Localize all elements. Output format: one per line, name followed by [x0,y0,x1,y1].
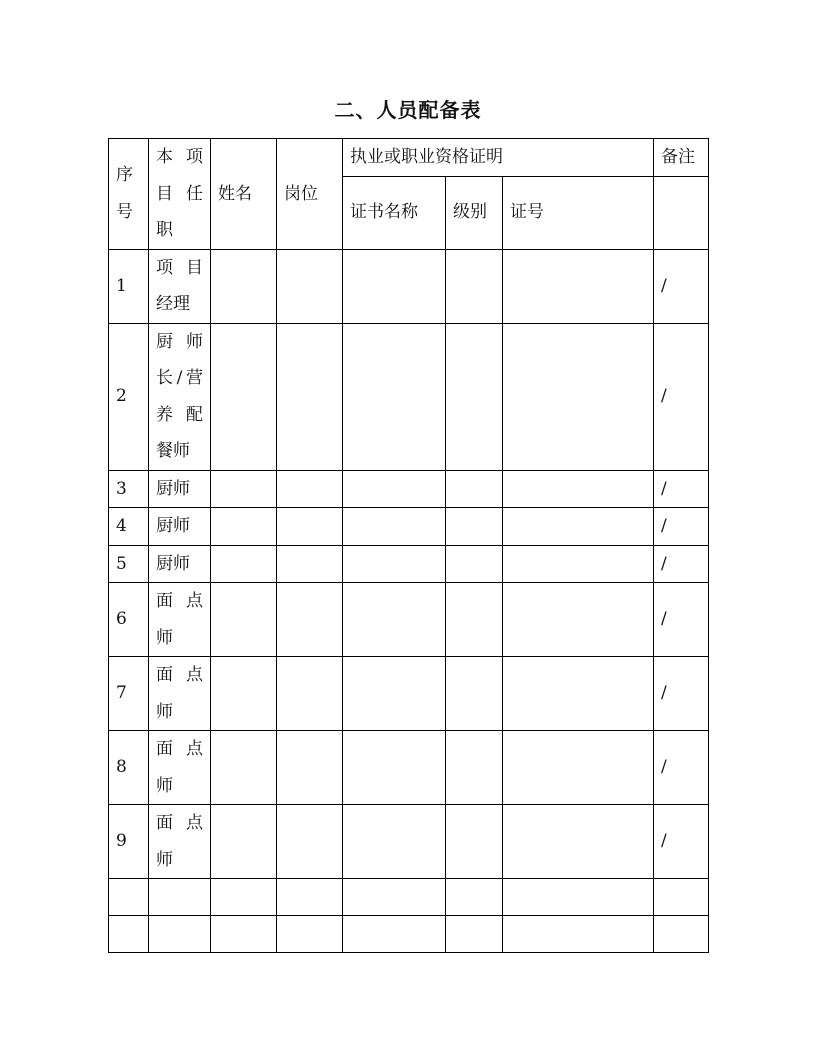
table-row [109,545,709,583]
position-cell [277,916,343,953]
name-cell [211,805,277,879]
table-row [109,508,709,546]
remark-cell: / [654,583,709,657]
seq-cell: 1 [109,249,149,323]
seq-cell: 8 [109,731,149,805]
role-text-line [156,212,203,249]
name-cell [211,583,277,657]
role-text-part: 面 [156,739,173,759]
position-cell [277,470,343,508]
cert-no-cell [503,805,654,879]
role-text-part: 点 [186,591,203,611]
role-text-part: / [176,368,183,388]
role-text-part: 项 [156,257,173,278]
role-text-part: 点 [186,665,203,685]
cert-level-cell [446,508,503,546]
table-row [109,805,709,879]
role-text-line [156,620,203,657]
table-row [109,470,709,508]
position-cell [277,249,343,323]
seq-cell: 9 [109,805,149,879]
header-cert-name: 证书名称 [343,176,446,249]
staffing-table [108,138,709,953]
remark-cell: / [654,470,709,508]
header-position: 岗位 [277,139,343,250]
name-cell [211,249,277,323]
header-name: 姓名 [211,139,277,250]
header-seq-line: 号 [116,201,133,222]
cert-no-cell [503,657,654,731]
cert-no-cell [503,731,654,805]
role-cell [149,470,211,508]
header-remark-sub [654,176,709,249]
cert-no-cell [503,879,654,916]
role-text-part: 师 [156,627,173,648]
role-text-line [156,176,203,213]
position-cell [277,583,343,657]
role-cell [149,657,211,731]
role-text-part: 本 [156,147,173,167]
name-cell [211,508,277,546]
role-text-line [156,583,203,620]
cert-level-cell [446,731,503,805]
cert-no-cell [503,545,654,583]
role-text-part: 点 [186,813,203,833]
position-cell [277,805,343,879]
role-text-part: 目 [186,257,203,278]
name-cell [211,657,277,731]
page-title: 二、人员配备表 [334,98,482,122]
seq-cell: 2 [109,323,149,470]
role-text-part: 厨 [156,331,173,352]
cert-no-cell [503,508,654,546]
role-text-line [156,286,203,323]
remark-cell: / [654,545,709,583]
cert-level-cell [446,470,503,508]
cert-level-cell [446,249,503,323]
position-cell [277,545,343,583]
role-text-line [156,768,203,805]
cert-level-cell [446,916,503,953]
position-cell [277,323,343,470]
remark-cell: / [654,323,709,470]
cert-name-cell [343,657,446,731]
position-cell [277,879,343,916]
table-row [109,731,709,805]
name-cell [211,323,277,470]
role-text-part: 配 [186,404,203,425]
cert-no-cell [503,916,654,953]
cert-no-cell [503,470,654,508]
cert-level-cell [446,545,503,583]
table-row [109,323,709,470]
role-text-part: 长 [156,368,173,388]
cert-name-cell [343,323,446,470]
role-text-part: 经理 [156,294,190,314]
seq-cell: 6 [109,583,149,657]
role-text-line [156,250,203,287]
header-cert-no: 证号 [503,176,654,249]
name-cell [211,916,277,953]
remark-cell [654,879,709,916]
cert-name-cell [343,805,446,879]
role-text-line [156,139,203,176]
role-text-line [156,508,203,545]
role-text-line [156,471,203,508]
role-cell [149,916,211,953]
cert-name-cell [343,470,446,508]
cert-level-cell [446,879,503,916]
position-cell [277,508,343,546]
role-cell [149,249,211,323]
role-text-line [156,324,203,361]
name-cell [211,879,277,916]
remark-cell: / [654,731,709,805]
role-cell [149,879,211,916]
role-text-line [156,546,203,583]
role-text-part: 面 [156,591,173,611]
role-cell [149,323,211,470]
header-row-1 [109,139,709,177]
cert-name-cell [343,508,446,546]
cert-no-cell [503,249,654,323]
remark-cell: / [654,657,709,731]
name-cell [211,545,277,583]
role-cell [149,545,211,583]
seq-cell: 4 [109,508,149,546]
role-text-part: 师 [156,701,173,722]
role-text-part: 职 [156,220,173,240]
cert-no-cell [503,323,654,470]
header-remark: 备注 [654,139,709,177]
cert-name-cell [343,916,446,953]
table-row [109,249,709,323]
header-seq-line: 序 [116,165,133,186]
role-text-part: 餐师 [156,441,190,461]
role-text-part: 师 [156,775,173,796]
remark-cell [654,916,709,953]
role-text-part: 任 [186,183,203,204]
cert-level-cell [446,323,503,470]
cert-name-cell [343,249,446,323]
role-text-part: 厨师 [156,516,190,536]
role-text-part: 面 [156,665,173,685]
role-text-line [156,805,203,842]
position-cell [277,657,343,731]
cert-level-cell [446,805,503,879]
role-text-part: 面 [156,813,173,833]
cert-no-cell [503,583,654,657]
role-text-part: 项 [186,147,203,167]
remark-cell: / [654,805,709,879]
role-text-part: 厨师 [156,478,190,499]
seq-cell: 7 [109,657,149,731]
role-text-part: 养 [156,404,173,425]
seq-cell [109,916,149,953]
seq-cell: 3 [109,470,149,508]
role-cell [149,508,211,546]
name-cell [211,470,277,508]
role-text-line [156,657,203,694]
role-text-line [156,731,203,768]
seq-cell [109,879,149,916]
table-row [109,879,709,916]
name-cell [211,731,277,805]
role-cell [149,805,211,879]
role-text-part: 目 [156,183,173,204]
cert-level-cell [446,657,503,731]
header-seq [109,139,149,250]
cert-name-cell [343,583,446,657]
table-row [109,657,709,731]
role-text-line [156,694,203,731]
table-row [109,583,709,657]
header-cert-group: 执业或职业资格证明 [343,139,654,177]
role-text-part: 营 [185,368,203,388]
role-cell [149,583,211,657]
table-row [109,916,709,953]
position-cell [277,731,343,805]
role-text-line [156,397,203,434]
role-text-part: 厨师 [156,553,190,574]
role-text-part: 点 [186,739,203,759]
remark-cell: / [654,508,709,546]
role-text-part: 师 [156,849,173,870]
role-cell [149,731,211,805]
cert-name-cell [343,545,446,583]
header-cert-level: 级别 [446,176,503,249]
cert-name-cell [343,731,446,805]
remark-cell: / [654,249,709,323]
role-text-part: 师 [186,331,203,352]
seq-cell: 5 [109,545,149,583]
cert-name-cell [343,879,446,916]
role-text-line [156,360,203,397]
role-text-line [156,842,203,879]
header-role [149,139,211,250]
role-text-line [156,433,203,470]
cert-level-cell [446,583,503,657]
